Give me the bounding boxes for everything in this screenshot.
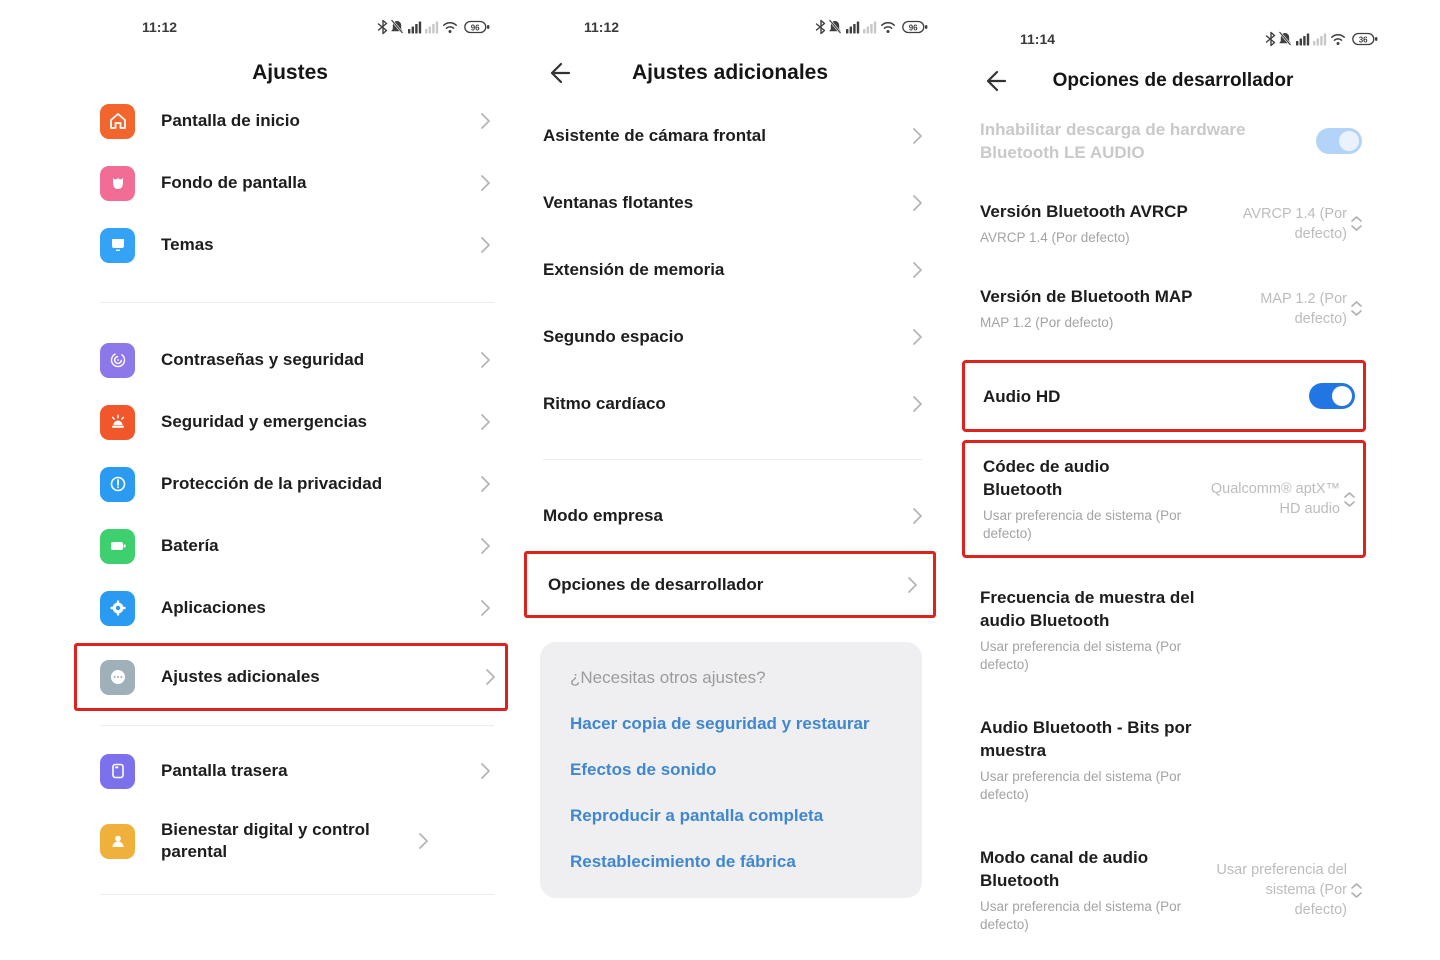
divider xyxy=(543,459,922,460)
status-bar xyxy=(80,0,500,38)
list-item-opciones-desarrollador[interactable] xyxy=(527,554,933,615)
item-label: Fondo de pantalla xyxy=(161,173,307,192)
toggle-le-audio[interactable] xyxy=(1316,128,1362,154)
back-display-icon xyxy=(100,754,135,789)
item-label: Temas xyxy=(161,235,214,254)
page-title: Ajustes adicionales xyxy=(631,61,829,84)
bluetooth-mute-signal-wifi-icons xyxy=(815,19,897,35)
divider xyxy=(100,725,494,726)
select-updown-icon[interactable] xyxy=(1344,492,1355,507)
item-label: Audio Bluetooth - Bits por muestra xyxy=(980,718,1192,760)
sidebar-item-aplicaciones[interactable] xyxy=(80,577,500,639)
sidebar-item-temas[interactable] xyxy=(80,214,500,276)
sidebar-item-proteccion-de-la-privacidad[interactable] xyxy=(80,453,500,515)
back-arrow-icon[interactable] xyxy=(980,67,1008,95)
chevron-right-icon xyxy=(419,833,428,849)
highlight-box-audio-hd xyxy=(962,360,1366,432)
panel-ajustes xyxy=(80,0,500,909)
item-label: Versión de Bluetooth MAP xyxy=(980,287,1193,306)
bluetooth-mute-signal-wifi-icons xyxy=(1265,31,1347,47)
link-pantalla-completa[interactable]: Reproducir a pantalla completa xyxy=(570,806,824,825)
item-subtitle: Usar preferencia de sistema (Por defecto) xyxy=(983,508,1182,541)
battery-icon xyxy=(1352,32,1378,46)
list-item-extension-memoria[interactable] xyxy=(522,236,938,303)
chevron-right-icon xyxy=(913,396,922,412)
select-updown-icon[interactable] xyxy=(1351,216,1362,231)
link-restablecimiento[interactable]: Restablecimiento de fábrica xyxy=(570,852,796,871)
chevron-right-icon xyxy=(481,352,490,368)
sidebar-item-bateria[interactable] xyxy=(80,515,500,577)
wallpaper-icon xyxy=(100,166,135,201)
setting-item-audio-hd[interactable] xyxy=(965,363,1363,429)
chevron-right-icon xyxy=(481,113,490,129)
apps-icon xyxy=(100,591,135,626)
setting-item-inhabilitar-le-audio[interactable] xyxy=(958,98,1388,178)
item-value: Qualcomm® aptX™ HD audio xyxy=(1210,481,1340,517)
svg-text:96: 96 xyxy=(908,23,918,33)
item-label: Códec de audio Bluetooth xyxy=(983,457,1110,499)
panel-ajustes-adicionales xyxy=(522,0,938,898)
item-label: Ritmo cardíaco xyxy=(543,393,666,413)
page-title: Opciones de desarrollador xyxy=(1052,70,1294,91)
item-label: Ajustes adicionales xyxy=(161,667,320,686)
item-label: Audio HD xyxy=(983,386,1061,406)
item-label: Modo empresa xyxy=(543,505,663,525)
highlight-box-opciones-desarrollador xyxy=(524,551,936,618)
status-time: 11:14 xyxy=(1020,31,1056,47)
toggle-knob xyxy=(1339,131,1359,151)
setting-item-frecuencia-muestra[interactable] xyxy=(958,566,1388,688)
chevron-right-icon xyxy=(908,577,917,593)
item-value: AVRCP 1.4 (Por defecto) xyxy=(1242,205,1347,242)
setting-item-version-map[interactable] xyxy=(958,261,1388,346)
divider xyxy=(100,894,494,895)
item-value: MAP 1.2 (Por defecto) xyxy=(1260,290,1347,327)
sidebar-item-seguridad-y-emergencias[interactable] xyxy=(80,391,500,453)
item-label: Bienestar digital y control parental xyxy=(161,820,370,861)
list-item-segundo-espacio[interactable] xyxy=(522,303,938,370)
chevron-right-icon xyxy=(913,508,922,524)
item-label: Frecuencia de muestra del audio Bluetooth xyxy=(980,588,1195,630)
privacy-icon xyxy=(100,467,135,502)
chevron-right-icon xyxy=(913,329,922,345)
sidebar-item-pantalla-de-inicio[interactable] xyxy=(80,90,500,152)
item-label: Asistente de cámara frontal xyxy=(543,125,766,145)
sidebar-item-pantalla-trasera[interactable] xyxy=(80,740,500,802)
wellbeing-icon xyxy=(100,824,135,859)
sidebar-item-fondo-de-pantalla[interactable] xyxy=(80,152,500,214)
list-item-ventanas-flotantes[interactable] xyxy=(522,169,938,236)
item-subtitle: Usar preferencia del sistema (Por defecto) xyxy=(980,899,1182,932)
page-title: Ajustes xyxy=(252,61,328,84)
item-label: Pantalla trasera xyxy=(161,761,288,780)
highlight-box-codec xyxy=(962,440,1366,558)
toggle-audio-hd[interactable] xyxy=(1309,383,1355,409)
item-label: Contraseñas y seguridad xyxy=(161,350,365,369)
item-value: Usar preferencia del sistema (Por defecto) xyxy=(1216,862,1347,918)
battery-app-icon xyxy=(100,529,135,564)
chevron-right-icon xyxy=(481,538,490,554)
toggle-knob xyxy=(1332,386,1352,406)
more-settings-icon xyxy=(100,660,135,695)
item-label: Aplicaciones xyxy=(161,598,266,617)
status-icons xyxy=(377,19,490,35)
chevron-right-icon xyxy=(481,600,490,616)
status-icons xyxy=(815,19,928,35)
chevron-right-icon xyxy=(913,128,922,144)
item-label: Inhabilitar descarga de hardware Bluetooth LE AUDIO xyxy=(980,120,1246,162)
setting-item-bits-por-muestra[interactable] xyxy=(958,688,1388,818)
item-label: Versión Bluetooth AVRCP xyxy=(980,202,1188,221)
item-subtitle: Usar preferencia del sistema (Por defecto) xyxy=(980,769,1182,802)
item-subtitle: Usar preferencia del sistema (Por defecto) xyxy=(980,639,1182,672)
highlight-box-ajustes-adicionales xyxy=(74,643,508,711)
item-label: Segundo espacio xyxy=(543,326,684,346)
link-efectos-sonido[interactable]: Efectos de sonido xyxy=(570,760,717,779)
item-subtitle: MAP 1.2 (Por defecto) xyxy=(980,315,1114,330)
item-label: Modo canal de audio Bluetooth xyxy=(980,848,1149,890)
setting-item-modo-canal[interactable] xyxy=(958,818,1388,948)
bluetooth-mute-signal-wifi-icons xyxy=(377,19,459,35)
divider xyxy=(100,302,494,303)
battery-icon xyxy=(902,20,928,34)
suggestions-card xyxy=(540,642,922,898)
chevron-right-icon xyxy=(486,669,495,685)
chevron-right-icon xyxy=(481,763,490,779)
link-copia-seguridad[interactable]: Hacer copia de seguridad y restaurar xyxy=(570,714,870,733)
chevron-right-icon xyxy=(481,476,490,492)
item-label: Ventanas flotantes xyxy=(543,192,694,212)
chevron-right-icon xyxy=(481,175,490,191)
sidebar-item-contrasenas-y-seguridad[interactable] xyxy=(80,329,500,391)
select-updown-icon[interactable] xyxy=(1351,301,1362,316)
status-time: 11:12 xyxy=(584,19,620,35)
battery-icon xyxy=(464,20,490,34)
item-subtitle: AVRCP 1.4 (Por defecto) xyxy=(980,230,1130,245)
chevron-right-icon xyxy=(913,195,922,211)
list-item-ritmo-cardiaco[interactable] xyxy=(522,370,938,437)
item-label: Protección de la privacidad xyxy=(161,474,383,493)
item-label: Opciones de desarrollador xyxy=(548,574,764,594)
chevron-right-icon xyxy=(481,237,490,253)
status-bar xyxy=(522,0,938,38)
panel-opciones-desarrollador xyxy=(958,0,1388,948)
select-updown-icon[interactable] xyxy=(1351,883,1362,898)
passwords-icon xyxy=(100,343,135,378)
item-label: Batería xyxy=(161,536,219,555)
home-icon xyxy=(100,104,135,139)
status-bar xyxy=(958,0,1388,50)
list-item-modo-empresa[interactable] xyxy=(522,482,938,549)
svg-text:96: 96 xyxy=(470,23,480,33)
item-label: Pantalla de inicio xyxy=(161,111,300,130)
sidebar-item-bienestar-digital[interactable] xyxy=(80,802,500,880)
status-time: 11:12 xyxy=(142,19,178,35)
sidebar-item-ajustes-adicionales[interactable] xyxy=(77,646,505,708)
emergency-icon xyxy=(100,405,135,440)
suggestions-header: ¿Necesitas otros ajustes? xyxy=(570,668,766,687)
item-label: Seguridad y emergencias xyxy=(161,412,367,431)
setting-item-version-avrcp[interactable] xyxy=(958,178,1388,261)
list-item-asistente-camara[interactable] xyxy=(522,102,938,169)
setting-item-codec-audio[interactable] xyxy=(965,443,1363,555)
status-icons xyxy=(1265,31,1378,47)
svg-text:36: 36 xyxy=(1358,35,1368,45)
chevron-right-icon xyxy=(481,414,490,430)
chevron-right-icon xyxy=(913,262,922,278)
item-label: Extensión de memoria xyxy=(543,259,725,279)
back-arrow-icon[interactable] xyxy=(544,59,572,87)
themes-icon xyxy=(100,228,135,263)
